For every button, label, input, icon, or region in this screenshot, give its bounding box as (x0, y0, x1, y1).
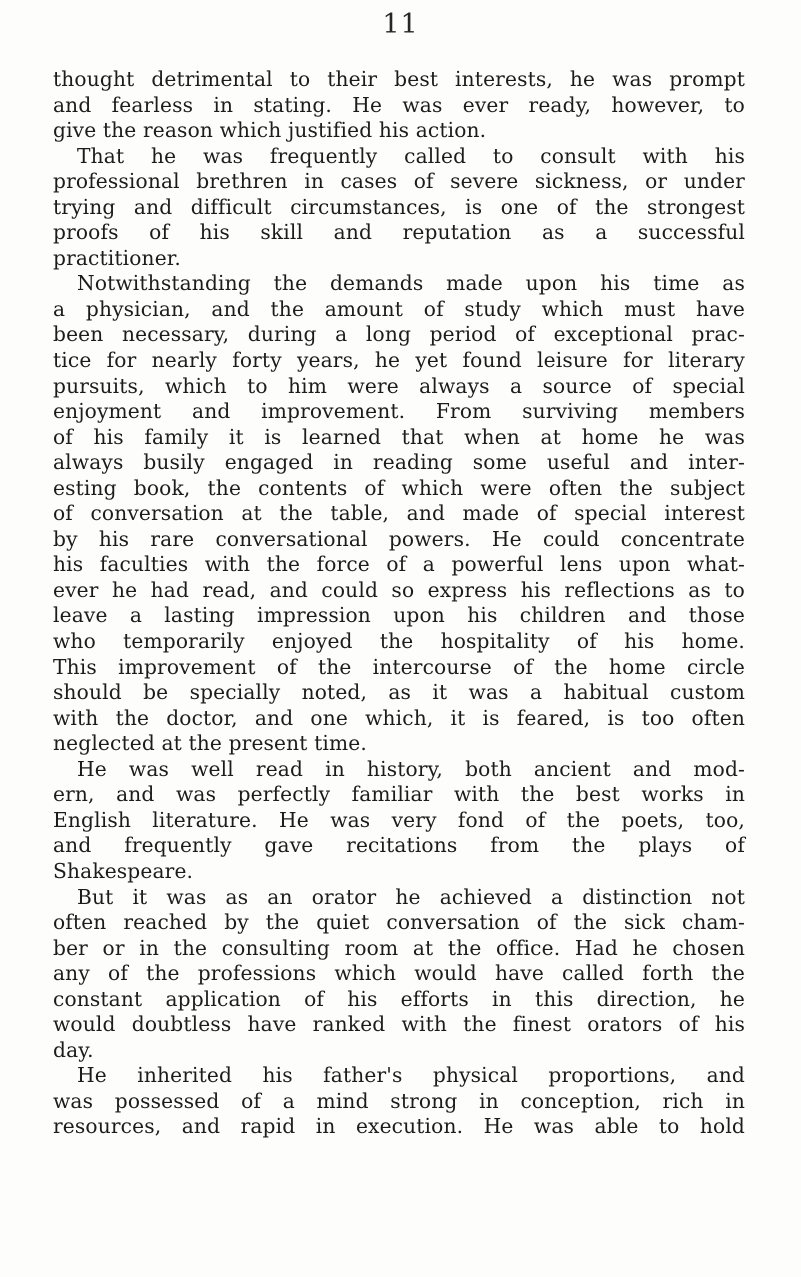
text-line: tice for nearly forty years, he yet found leisure for literary (53, 348, 745, 373)
text-line: practitioner. (53, 245, 181, 270)
text-line: professional brethren in cases of severe sickness, or under (53, 169, 745, 194)
text-line: proofs of his skill and reputation as a successful (53, 220, 745, 245)
text-line: and fearless in stating. He was ever ready, however, to (53, 92, 745, 117)
text-line: That he was frequently called to consult with his (77, 143, 745, 168)
text-line: of conversation at the table, and made of special interest (53, 501, 745, 526)
text-line: resources, and rapid in execution. He was able to hold (53, 1114, 745, 1139)
text-line: and frequently gave recitations from the plays of (53, 833, 745, 858)
text-line: pursuits, which to him were always a source of special (53, 373, 745, 398)
text-line: ern, and was perfectly familiar with the best works in (53, 782, 745, 807)
text-line: He inherited his father's physical proportions, and (77, 1063, 745, 1088)
text-line: give the reason which justified his action. (53, 118, 487, 143)
text-line: would doubtless have ranked with the finest orators of his (53, 1012, 745, 1037)
text-line: should be specially noted, as it was a habitual custom (53, 680, 745, 705)
body-text (53, 67, 745, 1140)
text-line: by his rare conversational powers. He could concentrate (53, 526, 745, 551)
text-line: of his family it is learned that when at home he was (53, 424, 745, 449)
text-line: often reached by the quiet conversation of the sick cham- (53, 910, 745, 935)
text-line: English literature. He was very fond of the poets, too, (53, 807, 745, 832)
text-line: esting book, the contents of which were often the subject (53, 475, 745, 500)
text-line: been necessary, during a long period of exceptional prac- (53, 322, 745, 347)
text-line: a physician, and the amount of study which must have (53, 296, 745, 321)
text-line: thought detrimental to their best interests, he was prompt (53, 67, 745, 91)
text-line: was possessed of a mind strong in conception, rich in (53, 1088, 745, 1113)
text-line: ber or in the consulting room at the office. Had he chosen (53, 935, 745, 960)
text-line: But it was as an orator he achieved a distinction not (77, 884, 745, 909)
text-line: always busily engaged in reading some useful and inter- (53, 450, 745, 475)
text-line: This improvement of the intercourse of the home circle (53, 654, 745, 679)
text-line: leave a lasting impression upon his children and those (53, 603, 745, 628)
text-line: neglected at the present time. (53, 731, 367, 756)
text-line: ever he had read, and could so express his reflections as to (53, 577, 745, 602)
text-line: his faculties with the force of a powerful lens upon what- (53, 552, 745, 577)
text-line: Notwithstanding the demands made upon his time as (77, 271, 745, 296)
text-line: enjoyment and improvement. From surviving members (53, 399, 745, 424)
text-line: who temporarily enjoyed the hospitality of his home. (53, 629, 745, 654)
text-line: day. (53, 1037, 94, 1062)
text-line: constant application of his efforts in this direction, he (53, 986, 745, 1011)
text-line: Shakespeare. (53, 858, 194, 883)
text-line: He was well read in history, both ancient and mod- (77, 756, 745, 781)
text-line: with the doctor, and one which, it is feared, is too often (53, 705, 745, 730)
page-number: 11 (382, 9, 419, 40)
text-line: any of the professions which would have called forth the (53, 961, 745, 986)
text-line: trying and difficult circumstances, is one of the strongest (53, 194, 745, 219)
